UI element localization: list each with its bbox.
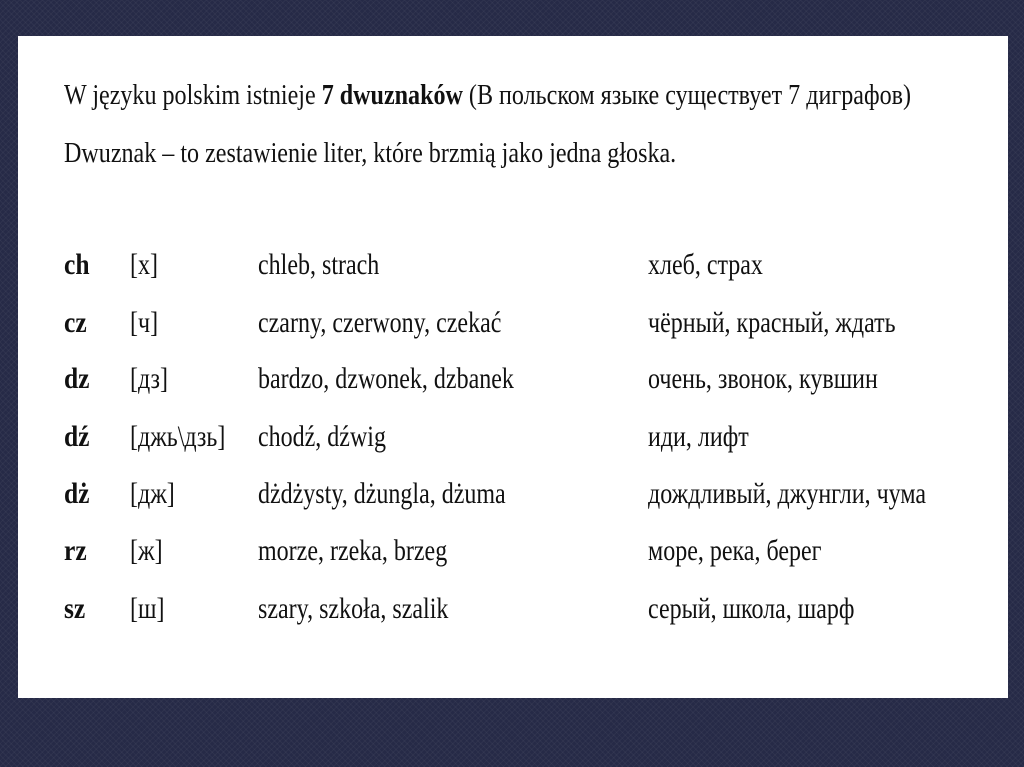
russian-translation-cell: очень, звонок, кувшин bbox=[648, 362, 878, 395]
digraph-cell: dż bbox=[64, 477, 90, 510]
russian-translation-cell: чёрный, красный, ждать bbox=[648, 306, 896, 339]
polish-example-cell: chodź, dźwig bbox=[258, 420, 386, 453]
intro-line-1-bold: 7 dwuznaków bbox=[321, 80, 463, 111]
digraph-cell: dz bbox=[64, 362, 90, 395]
sound-cell: [ж] bbox=[130, 534, 163, 567]
russian-translation-cell: море, река, берег bbox=[648, 534, 822, 567]
sound-cell: [джь\дзь] bbox=[130, 420, 226, 453]
digraph-cell: ch bbox=[64, 248, 90, 281]
polish-example-cell: szary, szkoła, szalik bbox=[258, 592, 449, 625]
intro-line-1 bbox=[64, 80, 911, 112]
polish-example-cell: chleb, strach bbox=[258, 248, 380, 281]
digraph-cell: dź bbox=[64, 420, 90, 453]
polish-example-cell: morze, rzeka, brzeg bbox=[258, 534, 448, 567]
slide-content-panel bbox=[18, 36, 1008, 698]
digraph-cell: cz bbox=[64, 306, 87, 339]
digraph-cell: sz bbox=[64, 592, 86, 625]
digraph-cell: rz bbox=[64, 534, 87, 567]
polish-example-cell: dżdżysty, dżungla, dżuma bbox=[258, 477, 506, 510]
polish-example-cell: czarny, czerwony, czekać bbox=[258, 306, 502, 339]
russian-translation-cell: иди, лифт bbox=[648, 420, 749, 453]
sound-cell: [ш] bbox=[130, 592, 165, 625]
sound-cell: [ч] bbox=[130, 306, 159, 339]
polish-example-cell: bardzo, dzwonek, dzbanek bbox=[258, 362, 514, 395]
intro-line-1-end: (В польском языке существует 7 диграфов) bbox=[462, 80, 912, 111]
russian-translation-cell: серый, школа, шарф bbox=[648, 592, 855, 625]
russian-translation-cell: дождливый, джунгли, чума bbox=[648, 477, 927, 510]
sound-cell: [х] bbox=[130, 248, 158, 281]
intro-line-1-start: W języku polskim istnieje bbox=[64, 80, 322, 111]
intro-line-2: Dwuznak – to zestawienie liter, które brzmią jako jedna głoska. bbox=[64, 138, 677, 169]
sound-cell: [дз] bbox=[130, 362, 168, 395]
russian-translation-cell: хлеб, страх bbox=[648, 248, 763, 281]
sound-cell: [дж] bbox=[130, 477, 175, 510]
